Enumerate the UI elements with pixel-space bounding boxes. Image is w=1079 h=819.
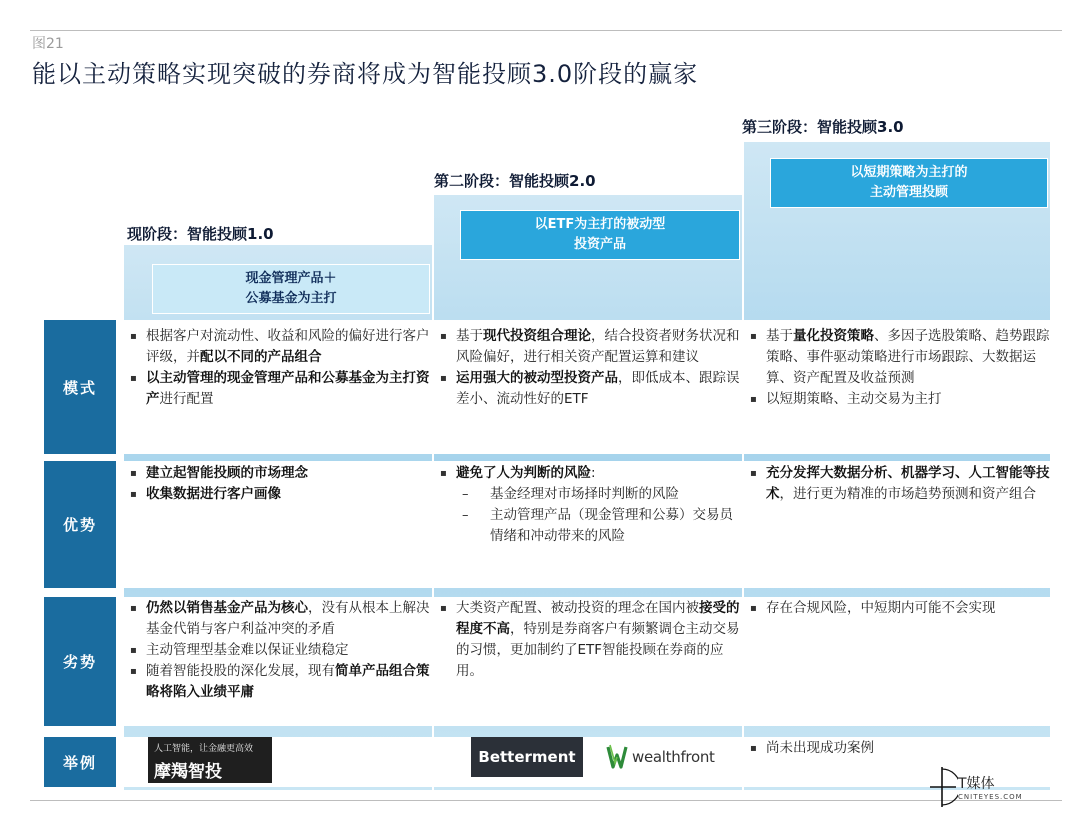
list-item: ▪ 随着智能投股的深化发展，现有简单产品组合策略将陷入业绩平庸 <box>124 661 432 703</box>
brand-name: T媒体 <box>958 776 995 792</box>
wealthfront-mark-icon <box>606 743 628 771</box>
list-item: ▪ 运用强大的被动型投资产品，即低成本、跟踪误差小、流动性好的ETF <box>434 368 742 410</box>
mojie-logo <box>148 737 272 783</box>
phase2-focus-line2: 投资产品 <box>573 237 626 252</box>
cell-mode-phase3 <box>744 320 1050 454</box>
cell-advantage-phase2 <box>434 461 742 588</box>
phase1-heading: 现阶段：智能投顾1.0 <box>127 225 274 243</box>
row-label-example: 举例 <box>44 737 116 787</box>
mojie-tagline: 人工智能，让金融更高效 <box>154 744 254 754</box>
cell-mode-phase1 <box>124 320 432 454</box>
wealthfront-wordmark: wealthfront <box>632 748 715 766</box>
list-item: ▪ 基于量化投资策略、多因子选股策略、趋势跟踪策略、事件驱动策略进行市场跟踪、大数据运算、资产配置及收益预测 <box>744 326 1050 389</box>
brand-site: CNITEYES.COM <box>958 793 1023 801</box>
phase2-heading: 第二阶段：智能投顾2.0 <box>434 172 596 190</box>
cell-disadvantage-phase3 <box>744 597 1050 726</box>
list-item: ▪ 基于现代投资组合理论，结合投资者财务状况和风险偏好，进行相关资产配置运算和建议 <box>434 326 742 368</box>
row-label-disadvantage: 劣势 <box>44 597 116 726</box>
cell-disadvantage-phase1 <box>124 597 432 726</box>
phase3-focus-box <box>770 158 1048 208</box>
list-item: ▪ 大类资产配置、被动投资的理念在国内被接受的程度不高，特别是券商客户有频繁调仓主动交易的习惯，更加制约了ETF智能投顾在券商的应用。 <box>434 598 742 682</box>
list-item: ▪ 尚未出现成功案例 <box>744 738 1050 759</box>
list-item: ▪ 避免了人为判断的风险: <box>434 463 742 484</box>
figure-number: 图21 <box>32 36 64 52</box>
list-item: ▪ 主动管理型基金难以保证业绩稳定 <box>124 640 432 661</box>
phase3-focus-line2: 主动管理投顾 <box>869 185 948 200</box>
list-item: ▪ 存在合规风险，中短期内可能不会实现 <box>744 598 1050 619</box>
bottom-divider <box>30 800 1062 801</box>
cell-mode-phase2 <box>434 320 742 454</box>
phase3-heading: 第三阶段：智能投顾3.0 <box>742 118 904 136</box>
list-item: ▪ 以主动管理的现金管理产品和公募基金为主打资产进行配置 <box>124 368 432 410</box>
mojie-name: 摩羯智投 <box>154 762 222 782</box>
list-item: ▪ 仍然以销售基金产品为核心，没有从根本上解决基金代销与客户利益冲突的矛盾 <box>124 598 432 640</box>
betterment-logo: Betterment <box>471 737 583 777</box>
phase1-focus-line2: 公募基金为主打 <box>245 291 337 306</box>
page-title: 能以主动策略实现突破的券商将成为智能投顾3.0阶段的赢家 <box>32 60 699 88</box>
cell-advantage-phase1 <box>124 461 432 588</box>
phase1-focus-line1: 现金管理产品＋ <box>245 271 337 286</box>
list-item: ▪ 收集数据进行客户画像 <box>124 484 432 505</box>
top-divider <box>30 30 1062 31</box>
list-item: ▪ 建立起智能投顾的市场理念 <box>124 463 432 484</box>
phase2-focus-line1: 以ETF为主打的被动型 <box>534 217 666 232</box>
phase3-focus-line1: 以短期策略为主打的 <box>850 165 968 180</box>
tmedia-cross-icon <box>928 765 958 809</box>
row-label-advantage: 优势 <box>44 461 116 588</box>
row-label-mode: 模式 <box>44 320 116 454</box>
phase1-focus-box <box>152 264 430 314</box>
list-item: ▪ 充分发挥大数据分析、机器学习、人工智能等技术，进行更为精准的市场趋势预测和资产组合 <box>744 463 1050 505</box>
list-item: ▪ 根据客户对流动性、收益和风险的偏好进行客户评级，并配以不同的产品组合 <box>124 326 432 368</box>
phase2-focus-box <box>460 210 740 260</box>
wealthfront-logo <box>606 742 715 772</box>
tmedia-brand <box>932 765 1072 809</box>
list-item: ▪ 以短期策略、主动交易为主打 <box>744 389 1050 410</box>
list-item: – 基金经理对市场择时判断的风险 <box>434 484 742 505</box>
list-item: – 主动管理产品（现金管理和公募）交易员情绪和冲动带来的风险 <box>434 505 742 547</box>
cell-disadvantage-phase2 <box>434 597 742 726</box>
cell-advantage-phase3 <box>744 461 1050 588</box>
